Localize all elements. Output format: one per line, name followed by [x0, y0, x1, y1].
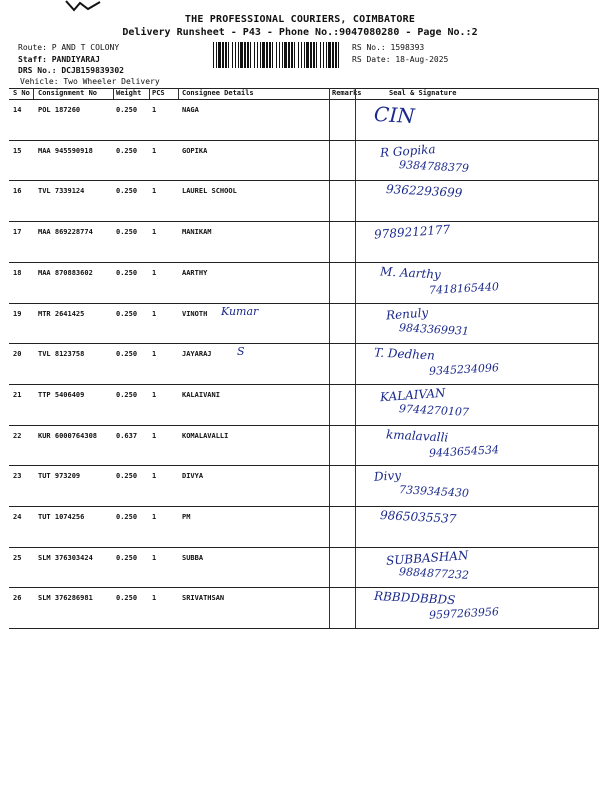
row-weight: 0.250 — [116, 187, 138, 196]
signature-text: KALAIVAN — [379, 385, 446, 405]
signature-text: SUBBASHAN — [385, 547, 469, 568]
col-header-sno: S No — [13, 89, 30, 97]
row-pcs: 1 — [152, 472, 157, 481]
table-row — [9, 384, 599, 425]
table-row — [9, 221, 599, 262]
table-row — [9, 99, 599, 140]
barcode-bar — [282, 42, 283, 68]
barcode-bar — [225, 42, 227, 68]
barcode-bar — [320, 42, 321, 68]
row-consignee: KOMALAVALLI — [182, 431, 229, 440]
signature-text: M. Aarthy — [379, 264, 442, 282]
row-sno: 18 — [13, 268, 22, 277]
signature-text: Renuly — [385, 305, 429, 322]
row-consignee: SUBBA — [182, 553, 204, 562]
row-consignee: MANIKAM — [182, 228, 212, 237]
row-consignment: TUT 973209 — [38, 472, 81, 481]
row-consignment: MAA 869228774 — [38, 228, 93, 237]
signature-phone: 9843369931 — [398, 320, 470, 338]
barcode-bar — [291, 42, 293, 68]
row-consignment: MAA 870883602 — [38, 268, 93, 277]
table-row — [9, 425, 599, 466]
barcode-bar — [222, 42, 224, 68]
barcode-bar — [294, 42, 295, 68]
barcode-bar — [323, 42, 324, 68]
barcode-bar — [310, 42, 312, 68]
row-pcs: 1 — [152, 594, 157, 603]
row-pcs: 1 — [152, 146, 157, 155]
row-pcs: 1 — [152, 268, 157, 277]
row-consignee: AARTHY — [182, 268, 208, 277]
rs-meta — [352, 42, 448, 66]
barcode-bar — [240, 42, 243, 68]
col-header-consignee: Consignee Details — [182, 89, 254, 97]
row-consignee: SRIVATHSAN — [182, 594, 225, 603]
route-label: Route: P AND T COLONY — [18, 43, 120, 52]
row-consignee: GOPIKA — [182, 146, 208, 155]
row-pcs: 1 — [152, 553, 157, 562]
barcode-bar — [250, 42, 251, 68]
table-row — [9, 303, 599, 344]
barcode-bar — [316, 42, 317, 68]
barcode-bar — [218, 42, 221, 68]
barcode-bar — [335, 42, 337, 68]
row-consignment: TTP 5406409 — [38, 390, 85, 399]
row-weight: 0.250 — [116, 350, 138, 359]
row-weight: 0.637 — [116, 431, 138, 440]
barcode-bar — [313, 42, 315, 68]
col-divider — [149, 88, 150, 99]
row-consignee: NAGA — [182, 106, 199, 114]
row-consignment: KUR 6000764308 — [38, 431, 98, 440]
barcode-bar — [304, 42, 305, 68]
table-row — [9, 180, 599, 221]
row-weight: 0.250 — [116, 513, 138, 521]
table-row — [9, 262, 599, 303]
barcode — [212, 42, 344, 68]
signature-text: CIN — [373, 101, 416, 129]
signature-phone: 9597263956 — [428, 605, 500, 623]
row-sno: 16 — [13, 187, 22, 196]
barcode-bar — [269, 42, 271, 68]
row-weight: 0.250 — [116, 472, 138, 481]
col-header-remarks: Remarks — [332, 89, 362, 97]
col-header-weight: Weight — [116, 89, 142, 97]
staff-name: PANDIYARAJ — [51, 54, 100, 64]
signature-phone: 9884877232 — [398, 564, 470, 582]
barcode-bar — [332, 42, 334, 68]
handwritten-annotation: Kumar — [221, 304, 259, 318]
barcode-bar — [247, 42, 249, 68]
row-weight: 0.250 — [116, 268, 138, 277]
barcode-bar — [213, 42, 214, 68]
handwritten-annotation: S — [237, 345, 245, 359]
row-sno: 15 — [13, 146, 22, 155]
row-pcs: 1 — [152, 390, 157, 399]
row-sno: 22 — [13, 431, 22, 440]
barcode-bar — [235, 42, 236, 68]
signature-text: 9865035537 — [379, 508, 457, 526]
row-sno: 14 — [13, 106, 22, 114]
barcode-bar — [276, 42, 277, 68]
runsheet-meta — [18, 42, 124, 77]
barcode-bar — [326, 42, 327, 68]
runsheet-table — [9, 88, 599, 628]
barcode-bar — [298, 42, 299, 68]
barcode-bar — [272, 42, 273, 68]
barcode-bar — [328, 42, 331, 68]
row-weight: 0.250 — [116, 309, 138, 318]
row-consignment: SLM 376303424 — [38, 553, 93, 562]
staff-label: Staff: — [18, 54, 52, 64]
row-consignee: KALAIVANI — [182, 390, 220, 399]
signature-phone: 9744270107 — [398, 402, 470, 419]
table-row — [9, 506, 599, 547]
signature-phone: 7418165440 — [428, 279, 500, 297]
rs-date: RS Date: 18-Aug-2025 — [352, 55, 449, 64]
signature-text: RBBDDBBDS — [373, 589, 456, 608]
row-consignment: MTR 2641425 — [38, 309, 85, 318]
row-consignment: POL 187260 — [38, 106, 81, 114]
signature-phone: 9345234096 — [428, 361, 500, 379]
table-row — [9, 140, 599, 181]
barcode-bar — [260, 42, 261, 68]
vehicle-label: Vehicle: Two Wheeler Delivery — [20, 77, 160, 86]
barcode-bar — [262, 42, 265, 68]
col-divider — [113, 88, 114, 99]
row-consignee: DIVYA — [182, 472, 204, 481]
row-sno: 25 — [13, 553, 22, 562]
barcode-bar — [338, 42, 339, 68]
barcode-bar — [266, 42, 268, 68]
row-weight: 0.250 — [116, 594, 138, 603]
rs-number: RS No.: 1598393 — [352, 43, 425, 52]
drs-label: DRS No.: — [18, 66, 62, 75]
row-sno: 19 — [13, 309, 22, 318]
signature-text: 9789212177 — [373, 222, 451, 242]
barcode-bar — [228, 42, 229, 68]
row-sno: 17 — [13, 228, 22, 237]
signature-text: kmalavalli — [385, 426, 449, 445]
row-consignment: TUT 1074256 — [38, 513, 85, 521]
table-row — [9, 587, 599, 628]
row-consignee: PM — [182, 513, 191, 521]
page-subtitle: Delivery Runsheet - P43 - Phone No.:9047080280 - Page No.:2 — [122, 27, 478, 38]
row-pcs: 1 — [152, 513, 157, 521]
table-row — [9, 547, 599, 588]
scan-mark — [64, 0, 104, 12]
row-pcs: 1 — [152, 187, 157, 196]
col-divider — [33, 88, 34, 99]
row-weight: 0.250 — [116, 553, 138, 562]
table-top-rule — [9, 88, 599, 89]
row-consignment: MAA 945590918 — [38, 146, 93, 155]
signature-phone: 9443654534 — [428, 442, 500, 460]
table-row — [9, 465, 599, 506]
row-weight: 0.250 — [116, 146, 138, 155]
signature-text: T. Dedhen — [373, 345, 436, 363]
barcode-bar — [284, 42, 287, 68]
barcode-bar — [279, 42, 280, 68]
row-consignee: VINOTH — [182, 309, 208, 318]
barcode-bar — [306, 42, 309, 68]
row-consignment: TVL 7339124 — [38, 187, 85, 196]
row-rule — [9, 628, 599, 629]
page-title: THE PROFESSIONAL COURIERS, COIMBATORE — [184, 14, 416, 25]
row-weight: 0.250 — [116, 106, 138, 114]
row-sno: 20 — [13, 350, 22, 359]
row-sno: 26 — [13, 594, 22, 603]
signature-text: 9362293699 — [385, 182, 463, 201]
row-sno: 24 — [13, 513, 22, 521]
col-header-signature: Seal & Signature — [389, 89, 457, 97]
row-pcs: 1 — [152, 228, 157, 237]
barcode-bar — [288, 42, 290, 68]
signature-text: Divy — [373, 468, 402, 485]
barcode-bar — [244, 42, 246, 68]
barcode-bar — [257, 42, 258, 68]
row-consignment: SLM 376286981 — [38, 594, 93, 603]
table-row — [9, 343, 599, 384]
col-divider — [178, 88, 179, 99]
drs-line — [18, 65, 124, 77]
row-weight: 0.250 — [116, 228, 138, 237]
row-sno: 21 — [13, 390, 22, 399]
signature-phone: 7339345430 — [398, 483, 470, 501]
row-pcs: 1 — [152, 350, 157, 359]
row-consignee: JAYARAJ — [182, 350, 212, 359]
row-sno: 23 — [13, 472, 22, 481]
row-consignee: LAUREL SCHOOL — [182, 187, 237, 196]
barcode-bar — [238, 42, 239, 68]
col-header-consignment: Consignment No — [38, 89, 98, 97]
row-pcs: 1 — [152, 309, 157, 318]
barcode-bar — [216, 42, 217, 68]
signature-phone: 9384788379 — [398, 157, 470, 175]
barcode-bar — [301, 42, 302, 68]
barcode-bar — [232, 42, 233, 68]
row-pcs: 1 — [152, 431, 157, 440]
drs-number: DCJB159839302 — [61, 66, 124, 75]
row-consignment: TVL 8123758 — [38, 350, 85, 359]
barcode-bar — [254, 42, 255, 68]
signature-text: R Gopika — [379, 141, 437, 160]
row-weight: 0.250 — [116, 390, 138, 399]
row-pcs: 1 — [152, 106, 157, 114]
col-header-pcs: PCS — [152, 89, 165, 97]
staff-line — [18, 54, 124, 66]
